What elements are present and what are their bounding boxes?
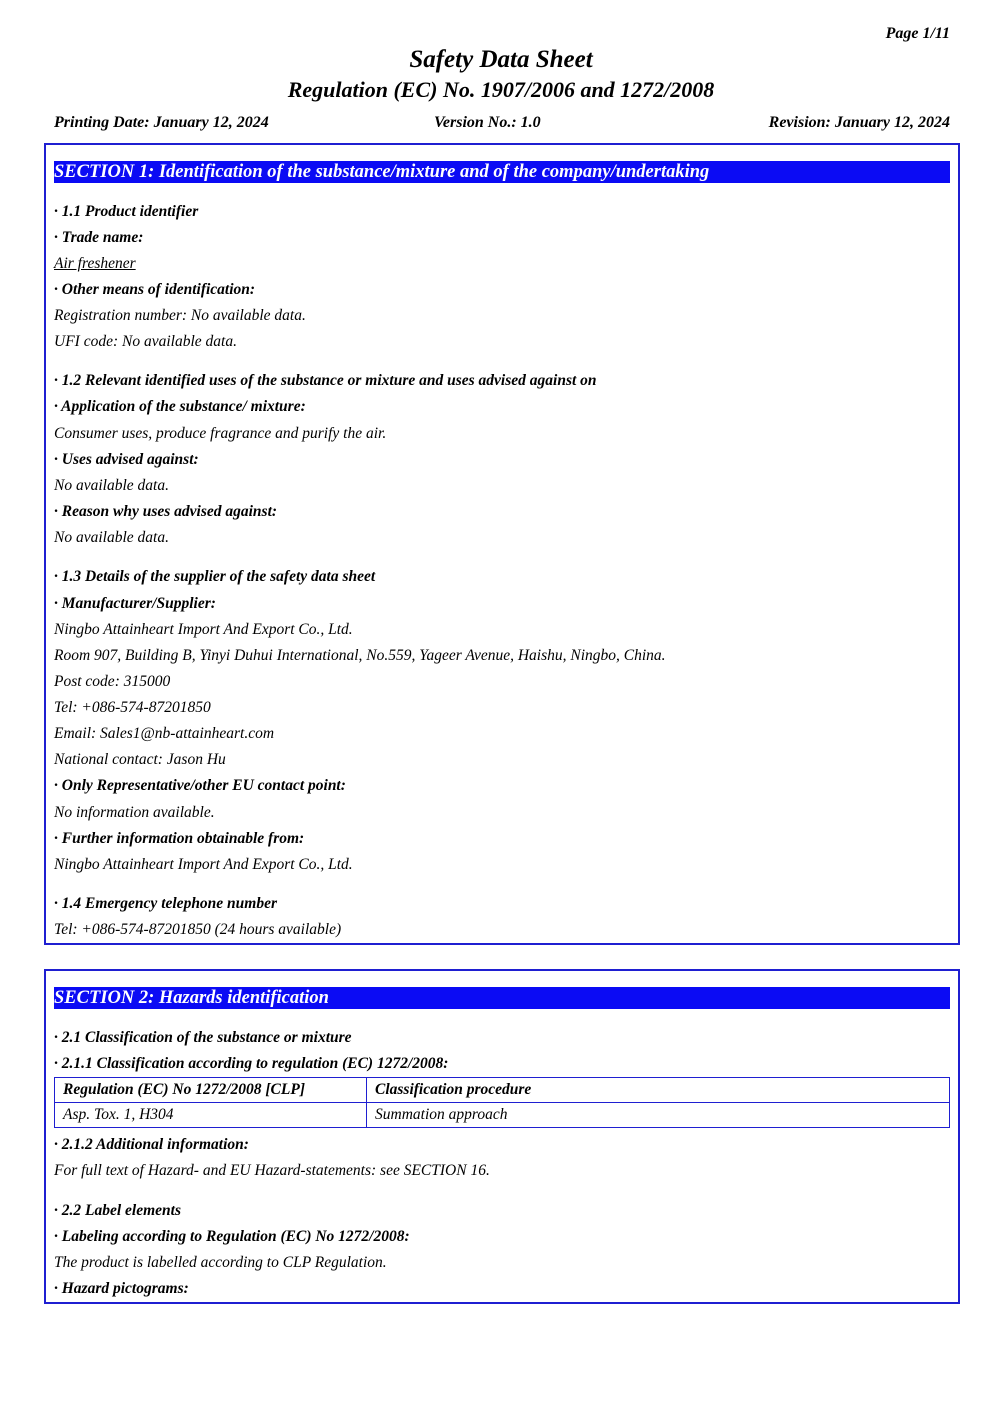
ufi-code: UFI code: No available data.: [54, 333, 237, 350]
email: Email: Sales1@nb-attainheart.com: [54, 725, 275, 742]
table-cell: Asp. Tox. 1, H304: [55, 1103, 367, 1128]
version-number: Version No.: 1.0: [434, 114, 541, 131]
other-means-label: · Other means of identification:: [54, 281, 256, 298]
revision-date: Revision: January 12, 2024: [768, 114, 950, 131]
section-2-box: [44, 969, 960, 1304]
post-code: Post code: 315000: [54, 673, 171, 690]
only-representative-value: No information available.: [54, 804, 215, 821]
company-address: Room 907, Building B, Yinyi Duhui International, No.559, Yageer Avenue, Haishu, Ningbo, China.: [54, 647, 666, 664]
application-label: · Application of the substance/ mixture:: [54, 398, 306, 415]
subsection-2-1-title: · 2.1 Classification of the substance or mixture: [54, 1029, 352, 1046]
subsection-2-1-1-title: · 2.1.1 Classification according to regulation (EC) 1272/2008:: [54, 1055, 449, 1072]
subsection-2-2-title: · 2.2 Label elements: [54, 1202, 181, 1219]
subsection-2-1-2-title: · 2.1.2 Additional information:: [54, 1136, 249, 1153]
additional-info: For full text of Hazard- and EU Hazard-statements: see SECTION 16.: [54, 1162, 490, 1179]
telephone: Tel: +086-574-87201850: [54, 699, 211, 716]
reason-label: · Reason why uses advised against:: [54, 503, 278, 520]
manufacturer-label: · Manufacturer/Supplier:: [54, 595, 216, 612]
further-info-label: · Further information obtainable from:: [54, 830, 305, 847]
trade-name-label: · Trade name:: [54, 229, 144, 246]
subsection-1-4-title: · 1.4 Emergency telephone number: [54, 895, 278, 912]
subsection-1-1-title: · 1.1 Product identifier: [54, 203, 199, 220]
printing-date: Printing Date: January 12, 2024: [54, 114, 269, 131]
document-title: Safety Data Sheet: [409, 46, 593, 73]
subsection-1-3-title: · 1.3 Details of the supplier of the safety data sheet: [54, 568, 376, 585]
uses-against-value: No available data.: [54, 477, 169, 494]
section-1-heading: SECTION 1: Identification of the substance/mixture and of the company/undertaking: [54, 161, 950, 183]
uses-against-label: · Uses advised against:: [54, 451, 199, 468]
classification-table: [54, 1077, 950, 1128]
emergency-telephone: Tel: +086-574-87201850 (24 hours available): [54, 921, 342, 938]
document-subtitle: Regulation (EC) No. 1907/2006 and 1272/2008: [287, 77, 715, 102]
section-2-heading: SECTION 2: Hazards identification: [54, 987, 950, 1009]
labeling-label: · Labeling according to Regulation (EC) No 1272/2008:: [54, 1228, 410, 1245]
reason-value: No available data.: [54, 529, 169, 546]
trade-name-value: Air freshener: [54, 255, 136, 272]
hazard-pictograms-label: · Hazard pictograms:: [54, 1280, 189, 1297]
table-header-row: [55, 1078, 950, 1103]
application-value: Consumer uses, produce fragrance and purify the air.: [54, 425, 387, 442]
table-header-cell: Regulation (EC) No 1272/2008 [CLP]: [55, 1078, 367, 1103]
table-cell: Summation approach: [367, 1103, 950, 1128]
national-contact: National contact: Jason Hu: [54, 751, 226, 768]
subsection-1-2-title: · 1.2 Relevant identified uses of the substance or mixture and uses advised against on: [54, 372, 597, 389]
further-info-value: Ningbo Attainheart Import And Export Co., Ltd.: [54, 856, 353, 873]
only-representative-label: · Only Representative/other EU contact point:: [54, 777, 346, 794]
labeling-value: The product is labelled according to CLP Regulation.: [54, 1254, 387, 1271]
table-header-cell: Classification procedure: [367, 1078, 950, 1103]
section-1-box: [44, 143, 960, 945]
registration-number: Registration number: No available data.: [54, 307, 306, 324]
table-row: [55, 1103, 950, 1128]
company-name: Ningbo Attainheart Import And Export Co., Ltd.: [54, 621, 353, 638]
page-number: Page 1/11: [885, 25, 950, 42]
